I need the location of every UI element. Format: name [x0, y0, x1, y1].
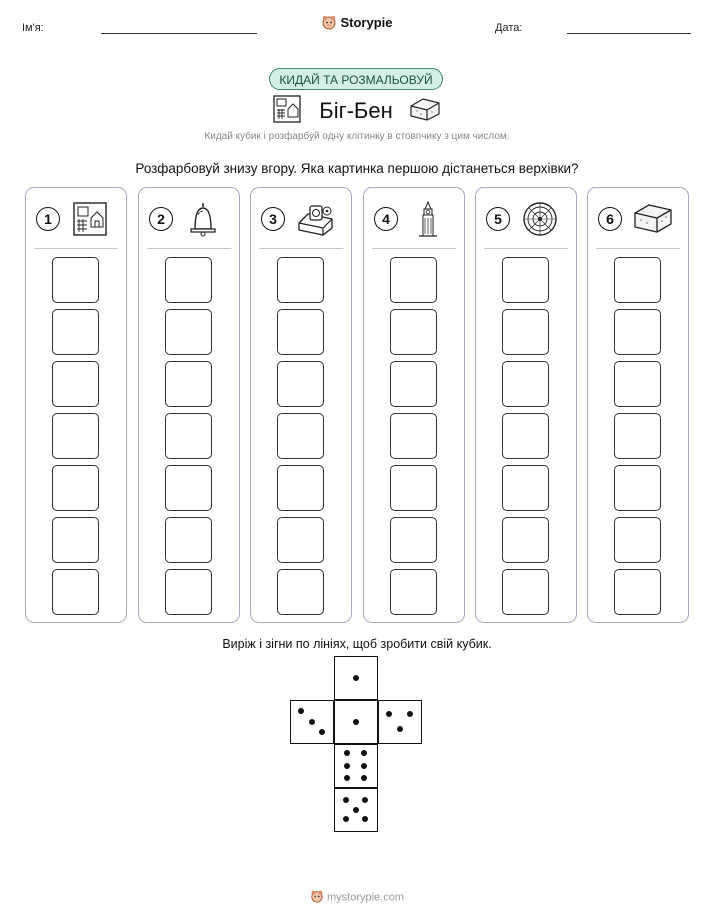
instruction: Розфарбовуй знизу вгору. Яка картинка першою дістанеться верхівки? [135, 161, 579, 176]
die-pip [298, 708, 304, 714]
color-cell[interactable] [390, 465, 437, 511]
color-cell[interactable] [390, 309, 437, 355]
color-cell[interactable] [390, 569, 437, 615]
die-face-3 [290, 700, 334, 744]
color-cell[interactable] [390, 257, 437, 303]
die-face-1 [334, 656, 378, 700]
color-cell[interactable] [614, 361, 661, 407]
color-cell[interactable] [165, 257, 212, 303]
footer-logo-icon [310, 889, 324, 906]
column-divider [484, 248, 568, 249]
column-1 [25, 187, 127, 623]
color-cell[interactable] [502, 309, 549, 355]
color-cell[interactable] [614, 517, 661, 563]
color-cell[interactable] [390, 361, 437, 407]
column-number: 2 [149, 207, 173, 231]
die-pip [361, 763, 367, 769]
column-number: 5 [486, 207, 510, 231]
color-cell[interactable] [390, 517, 437, 563]
die-pip [343, 797, 349, 803]
die-pip [353, 807, 359, 813]
color-cell[interactable] [614, 309, 661, 355]
name-line[interactable] [101, 33, 257, 34]
color-cell[interactable] [502, 465, 549, 511]
color-cell[interactable] [614, 413, 661, 459]
die-face-1 [334, 700, 378, 744]
column-divider [147, 248, 231, 249]
storypie-logo-icon [321, 14, 337, 33]
color-cell[interactable] [502, 517, 549, 563]
die-pip [309, 719, 315, 725]
bell-icon [184, 201, 222, 237]
color-cell[interactable] [502, 413, 549, 459]
color-cell[interactable] [52, 465, 99, 511]
color-cell[interactable] [390, 413, 437, 459]
color-cell[interactable] [277, 413, 324, 459]
die-pip [343, 816, 349, 822]
color-cell[interactable] [165, 413, 212, 459]
column-5 [475, 187, 577, 623]
clock-mechanism-icon [296, 201, 334, 237]
column-divider [372, 248, 456, 249]
die-face-3 [378, 700, 422, 744]
color-cell[interactable] [277, 569, 324, 615]
color-cell[interactable] [614, 257, 661, 303]
die-face-6 [334, 744, 378, 788]
die-pip [319, 729, 325, 735]
title-map-icon [273, 95, 301, 129]
column-2 [138, 187, 240, 623]
map-icon [71, 201, 109, 237]
color-cell[interactable] [52, 413, 99, 459]
page-title [0, 95, 714, 129]
die-pip [344, 775, 350, 781]
die-pip [353, 719, 359, 725]
die-pip [362, 816, 368, 822]
color-cell[interactable] [52, 517, 99, 563]
column-number: 3 [261, 207, 285, 231]
stone-block-icon [633, 201, 671, 237]
color-cell[interactable] [277, 465, 324, 511]
tower-icon [409, 201, 447, 237]
die-pip [361, 750, 367, 756]
brand-name: Storypie [340, 14, 393, 30]
color-cell[interactable] [52, 309, 99, 355]
brand [0, 14, 714, 33]
color-cell[interactable] [165, 361, 212, 407]
clock-face-icon [521, 201, 559, 237]
column-number: 6 [598, 207, 622, 231]
color-cell[interactable] [502, 569, 549, 615]
column-divider [596, 248, 680, 249]
activity-badge: КИДАЙ ТА РОЗМАЛЬОВУЙ [269, 68, 443, 90]
color-cell[interactable] [165, 517, 212, 563]
column-6 [587, 187, 689, 623]
column-number: 1 [36, 207, 60, 231]
die-pip [361, 775, 367, 781]
color-cell[interactable] [502, 257, 549, 303]
column-divider [34, 248, 118, 249]
color-cell[interactable] [277, 361, 324, 407]
subtitle: Кидай кубик і розфарбуй одну клітинку в стовпчику з цим числом. [204, 131, 510, 142]
color-cell[interactable] [614, 465, 661, 511]
color-cell[interactable] [52, 257, 99, 303]
die-pip [407, 711, 413, 717]
color-cell[interactable] [52, 569, 99, 615]
color-cell[interactable] [165, 569, 212, 615]
column-4 [363, 187, 465, 623]
column-3 [250, 187, 352, 623]
color-cell[interactable] [277, 309, 324, 355]
title-text: Біг-Бен [319, 97, 393, 123]
die-face-5 [334, 788, 378, 832]
column-number: 4 [374, 207, 398, 231]
footer [0, 889, 714, 906]
title-stone-icon [409, 96, 441, 128]
name-label: Ім'я: [22, 22, 44, 34]
die-pip [353, 675, 359, 681]
column-divider [259, 248, 343, 249]
die-pip [397, 726, 403, 732]
cut-instruction: Виріж і зігни по лініях, щоб зробити свій кубик. [222, 637, 492, 651]
date-line[interactable] [567, 33, 691, 34]
color-cell[interactable] [277, 517, 324, 563]
die-pip [362, 797, 368, 803]
color-cell[interactable] [277, 257, 324, 303]
color-cell[interactable] [614, 569, 661, 615]
color-cell[interactable] [165, 465, 212, 511]
color-cell[interactable] [502, 361, 549, 407]
color-cell[interactable] [165, 309, 212, 355]
footer-url: mystorypie.com [326, 891, 405, 904]
color-cell[interactable] [52, 361, 99, 407]
die-pip [386, 711, 392, 717]
die-pip [344, 763, 350, 769]
date-label: Дата: [495, 22, 523, 34]
die-pip [344, 750, 350, 756]
